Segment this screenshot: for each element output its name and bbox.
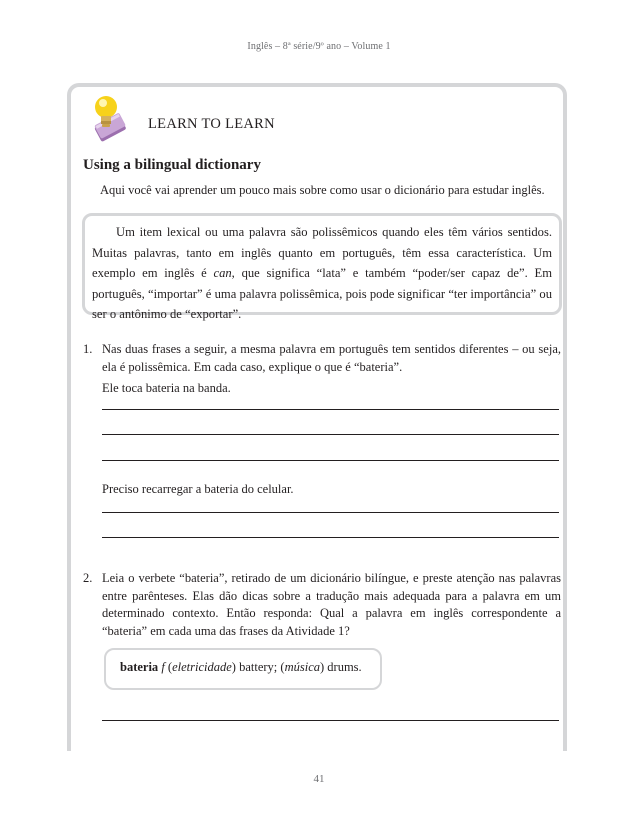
entry-sense-1-label: eletricidade (172, 660, 232, 674)
definition-box (82, 213, 562, 321)
section-title: Using a bilingual dictionary (83, 157, 261, 173)
answer-line[interactable] (102, 512, 559, 513)
running-header: Inglês – 8ª série/9º ano – Volume 1 (247, 41, 391, 52)
entry-sense-2-label: música (284, 660, 320, 674)
answer-line[interactable] (102, 409, 559, 410)
answer-line[interactable] (102, 434, 559, 435)
answer-line[interactable] (102, 460, 559, 461)
dictionary-entry: bateria f (eletricidade) battery; (música) drums. (104, 648, 382, 690)
definition-example-word: can (213, 266, 232, 280)
answer-line[interactable] (102, 537, 559, 538)
definition-text: Um item lexical ou uma palavra são polissêmicos quando eles têm vários sentidos. Muitas palavras, tanto em inglês quanto em português, têm essa característica. Um exemplo em inglês é (92, 225, 552, 280)
page-number: 41 (313, 773, 325, 785)
sentence-b: Preciso recarregar a bateria do celular. (102, 482, 294, 496)
answer-line[interactable] (102, 720, 559, 721)
entry-sense-1-translation: battery; (235, 660, 281, 674)
entry-headword: bateria (120, 660, 159, 674)
question-2-number: 2. (83, 571, 93, 585)
section-banner: LEARN TO LEARN (148, 116, 275, 132)
question-1-text: Nas duas frases a seguir, a mesma palavra em português tem sentidos diferentes – ou seja, ela é polissêmica. Em cada caso, explique o que é “bateria”. (102, 342, 561, 374)
lightbulb-book-icon (84, 93, 134, 143)
definition-text-cont: , que significa “lata” e também “poder/ser capaz de”. Em português, “importar” é uma palavra polissêmica, pois pode significar “ter importância” ou ser o antônimo de “exportar”. (92, 266, 552, 321)
question-1-number: 1. (83, 342, 93, 356)
question-2 (83, 570, 561, 640)
question-2-text: Leia o verbete “bateria”, retirado de um dicionário bilíngue, e preste atenção nas palavras entre parênteses. Elas dão dicas sobre a tradução mais adequada para a palavra em um determinado contexto. Então responda: Qual a palavra em inglês correspondente a “bateria” em cada uma das frases da Atividade 1? (102, 571, 561, 638)
sentence-a: Ele toca bateria na banda. (102, 381, 231, 395)
entry-gender: f (161, 660, 165, 674)
section-intro: Aqui você vai aprender um pouco mais sobre como usar o dicionário para estudar inglês. (100, 183, 545, 197)
question-1 (83, 341, 561, 376)
entry-sense-2-translation: drums. (324, 660, 362, 674)
